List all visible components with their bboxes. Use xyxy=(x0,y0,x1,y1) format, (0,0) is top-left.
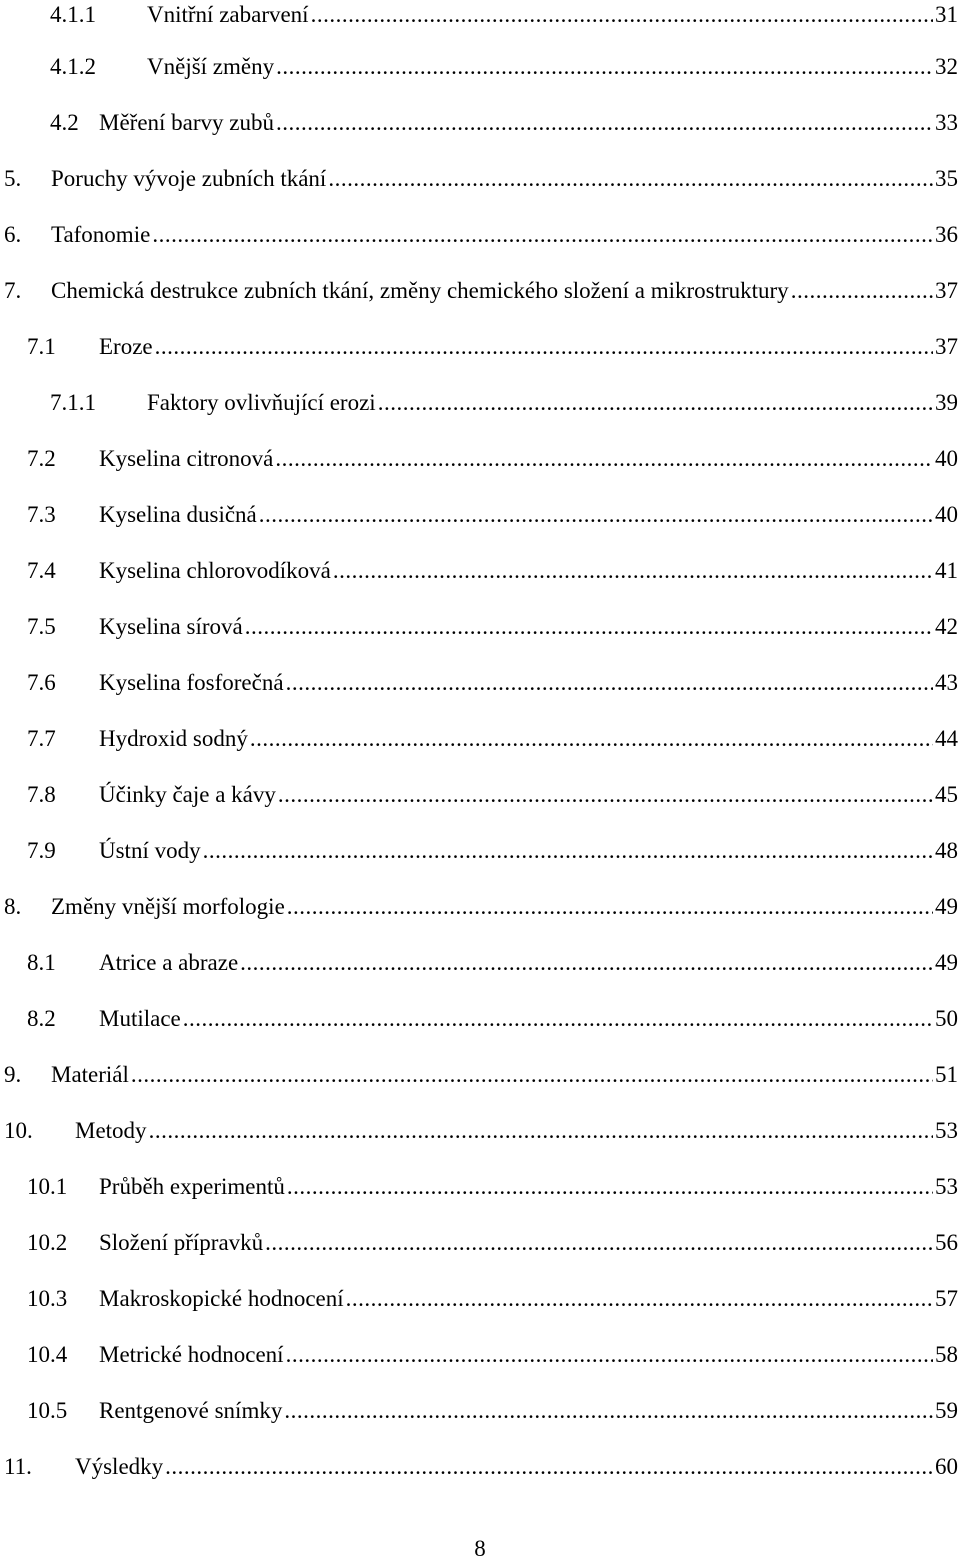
toc-entry-title: Mutilace xyxy=(99,1006,181,1031)
toc-entry-page: 32 xyxy=(935,54,958,79)
toc-entry[interactable] xyxy=(27,1004,958,1034)
page-number: 8 xyxy=(474,1536,486,1561)
toc-entry-number: 7.1 xyxy=(27,334,56,359)
toc-entry-page: 56 xyxy=(935,1230,958,1255)
toc-entry[interactable] xyxy=(4,892,958,922)
toc-entry-number: 10.5 xyxy=(27,1398,68,1423)
toc-entry-page: 40 xyxy=(935,502,958,527)
toc-entry[interactable] xyxy=(27,1284,958,1314)
toc-entry-page: 59 xyxy=(935,1398,958,1423)
toc-entry[interactable] xyxy=(4,220,958,250)
toc-entry-title: Kyselina fosforečná xyxy=(99,670,284,695)
toc-entry-title: Změny vnější morfologie xyxy=(51,894,285,919)
toc-entry-page: 37 xyxy=(935,334,958,359)
toc-entry-number: 7.8 xyxy=(27,782,56,807)
toc-leader-dots xyxy=(165,1452,933,1482)
toc-entry[interactable] xyxy=(50,388,958,418)
toc-entry[interactable] xyxy=(27,1340,958,1370)
toc-entry-number: 6. xyxy=(4,222,22,247)
toc-leader-dots xyxy=(265,1228,933,1258)
toc-leader-dots xyxy=(131,1060,933,1090)
toc-entry-title: Chemická destrukce zubních tkání, změny chemického složení a mikrostruktury xyxy=(51,278,789,303)
toc-entry-number: 10. xyxy=(4,1118,33,1143)
toc-entry-number: 10.4 xyxy=(27,1342,68,1367)
toc-entry-number: 10.1 xyxy=(27,1174,68,1199)
toc-entry-title: Makroskopické hodnocení xyxy=(99,1286,344,1311)
toc-entry[interactable] xyxy=(50,52,958,82)
toc-entry-title: Ústní vody xyxy=(99,838,201,863)
toc-entry-number: 4.2 xyxy=(50,110,79,135)
toc-entry-page: 57 xyxy=(935,1286,958,1311)
toc-entry-number: 7.2 xyxy=(27,446,56,471)
toc-entry-number: 11. xyxy=(4,1454,32,1479)
toc-entry-number: 7.5 xyxy=(27,614,56,639)
toc-entry-number: 7.1.1 xyxy=(50,390,96,415)
toc-leader-dots xyxy=(287,1172,933,1202)
toc-entry-page: 44 xyxy=(935,726,958,751)
toc-leader-dots xyxy=(287,892,933,922)
toc-leader-dots xyxy=(378,388,933,418)
toc-entry-title: Vnější změny xyxy=(147,54,275,79)
toc-entry-number: 8.2 xyxy=(27,1006,56,1031)
toc-entry-page: 42 xyxy=(935,614,958,639)
toc-entry[interactable] xyxy=(27,780,958,810)
toc-entry-title: Faktory ovlivňující erozi xyxy=(147,390,376,415)
toc-entry-page: 36 xyxy=(935,222,958,247)
toc-leader-dots xyxy=(328,164,933,194)
toc-entry[interactable] xyxy=(27,444,958,474)
toc-leader-dots xyxy=(333,556,933,586)
toc-entry[interactable] xyxy=(50,0,958,30)
toc-entry-number: 7.6 xyxy=(27,670,56,695)
toc-entry-title: Materiál xyxy=(51,1062,129,1087)
toc-entry-number: 7.9 xyxy=(27,838,56,863)
toc-entry-page: 45 xyxy=(935,782,958,807)
toc-leader-dots xyxy=(275,444,933,474)
toc-entry[interactable] xyxy=(27,1172,958,1202)
toc-entry-number: 9. xyxy=(4,1062,22,1087)
toc-entry-title: Měření barvy zubů xyxy=(99,110,274,135)
toc-entry-page: 53 xyxy=(935,1174,958,1199)
toc-entry[interactable] xyxy=(4,164,958,194)
toc-leader-dots xyxy=(284,1396,933,1426)
toc-entry-number: 7.4 xyxy=(27,558,56,583)
toc-entry-title: Rentgenové snímky xyxy=(99,1398,283,1423)
toc-entry-title: Účinky čaje a kávy xyxy=(99,782,276,807)
toc-entry-page: 39 xyxy=(935,390,958,415)
toc-entry-title: Kyselina dusičná xyxy=(99,502,257,527)
toc-entry-page: 37 xyxy=(935,278,958,303)
toc-entry-page: 49 xyxy=(935,950,958,975)
toc-entry-number: 4.1.2 xyxy=(50,54,96,79)
toc-entry[interactable] xyxy=(27,836,958,866)
toc-entry-number: 8.1 xyxy=(27,950,56,975)
toc-leader-dots xyxy=(791,276,933,306)
toc-entry-title: Metrické hodnocení xyxy=(99,1342,284,1367)
toc-leader-dots xyxy=(152,220,933,250)
toc-entry-number: 10.2 xyxy=(27,1230,68,1255)
toc-entry-title: Metody xyxy=(75,1118,147,1143)
toc-leader-dots xyxy=(276,52,933,82)
toc-entry-page: 35 xyxy=(935,166,958,191)
toc-entry[interactable] xyxy=(27,948,958,978)
toc-entry-title: Hydroxid sodný xyxy=(99,726,248,751)
toc-entry-title: Vnitřní zabarvení xyxy=(147,2,309,27)
toc-entry-title: Průběh experimentů xyxy=(99,1174,285,1199)
toc-entry-page: 40 xyxy=(935,446,958,471)
toc-entry[interactable] xyxy=(4,1452,958,1482)
toc-entry[interactable] xyxy=(4,1116,958,1146)
toc-entry-title: Kyselina citronová xyxy=(99,446,274,471)
toc-leader-dots xyxy=(250,724,933,754)
toc-entry[interactable] xyxy=(27,724,958,754)
toc-leader-dots xyxy=(346,1284,933,1314)
toc-entry-number: 7.7 xyxy=(27,726,56,751)
toc-entry-page: 60 xyxy=(935,1454,958,1479)
toc-leader-dots xyxy=(240,948,933,978)
toc-leader-dots xyxy=(311,0,933,30)
toc-leader-dots xyxy=(259,500,933,530)
toc-leader-dots xyxy=(286,1340,933,1370)
toc-entry[interactable] xyxy=(27,500,958,530)
toc-entry-number: 5. xyxy=(4,166,22,191)
toc-entry-page: 50 xyxy=(935,1006,958,1031)
toc-entry-title: Eroze xyxy=(99,334,153,359)
toc-leader-dots xyxy=(183,1004,933,1034)
toc-entry-number: 7. xyxy=(4,278,22,303)
toc-leader-dots xyxy=(276,108,933,138)
toc-entry-page: 43 xyxy=(935,670,958,695)
toc-entry-title: Výsledky xyxy=(75,1454,164,1479)
toc-entry-number: 8. xyxy=(4,894,22,919)
toc-entry-title: Poruchy vývoje zubních tkání xyxy=(51,166,327,191)
toc-entry-page: 33 xyxy=(935,110,958,135)
toc-entry-page: 49 xyxy=(935,894,958,919)
toc-entry-number: 10.3 xyxy=(27,1286,68,1311)
toc-leader-dots xyxy=(155,332,933,362)
toc-entry[interactable] xyxy=(4,1060,958,1090)
toc-entry-page: 41 xyxy=(935,558,958,583)
toc-entry-page: 51 xyxy=(935,1062,958,1087)
toc-leader-dots xyxy=(245,612,933,642)
toc-entry-number: 4.1.1 xyxy=(50,2,96,27)
toc-entry-page: 48 xyxy=(935,838,958,863)
toc-entry-page: 31 xyxy=(935,2,958,27)
toc-entry[interactable] xyxy=(27,668,958,698)
toc-entry[interactable] xyxy=(27,332,958,362)
toc-entry[interactable] xyxy=(27,612,958,642)
toc-entry-title: Atrice a abraze xyxy=(99,950,239,975)
toc-entry-title: Složení přípravků xyxy=(99,1230,264,1255)
toc-entry-page: 58 xyxy=(935,1342,958,1367)
toc-entry[interactable] xyxy=(27,1228,958,1258)
toc-entry[interactable] xyxy=(27,1396,958,1426)
toc-entry-title: Kyselina chlorovodíková xyxy=(99,558,331,583)
toc-entry[interactable] xyxy=(4,276,958,306)
toc-entry[interactable] xyxy=(50,108,958,138)
toc-entry-title: Tafonomie xyxy=(51,222,151,247)
toc-entry-page: 53 xyxy=(935,1118,958,1143)
toc-leader-dots xyxy=(278,780,933,810)
toc-leader-dots xyxy=(286,668,933,698)
toc-leader-dots xyxy=(203,836,933,866)
toc-entry-number: 7.3 xyxy=(27,502,56,527)
toc-entry-title: Kyselina sírová xyxy=(99,614,243,639)
toc-leader-dots xyxy=(149,1116,933,1146)
toc-entry[interactable] xyxy=(27,556,958,586)
